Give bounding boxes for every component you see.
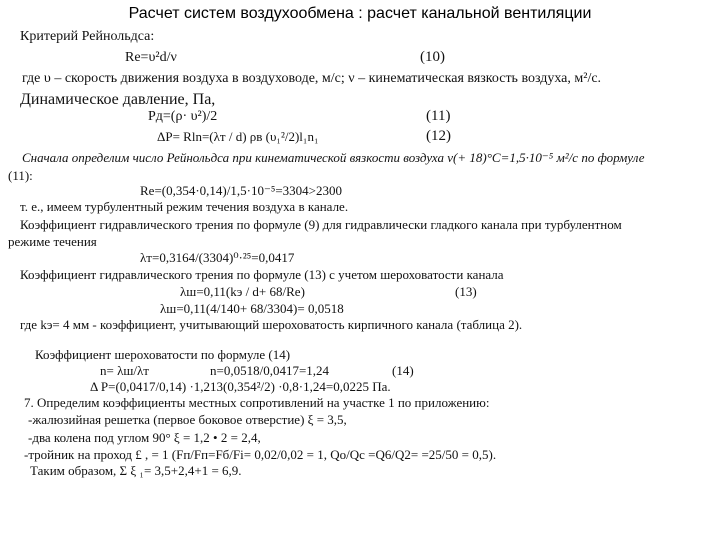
equation-number: (11) [426,108,451,124]
formula-pressure-loss-calc: Δ P=(0,0417/0,14) ·1,213(0,354²/2) ·0,8·1,24=0,0225 Па. [90,379,391,394]
text-line: Коэффициент гидравлического трения по формуле (13) с учетом шероховатости канала [20,267,504,282]
formula-roughness: n= λш/λт [100,363,149,378]
text-line: Таким образом, Σ ξ ₁= 3,5+2,4+1 = 6,9. [30,463,242,478]
formula-friction-rough-calc: λш=0,11(4/140+ 68/3304)= 0,0518 [160,301,344,316]
text-line: Коэффициент гидравлического трения по формуле (9) для гидравлически гладкого канала при турбулентном [20,217,622,232]
text-line: 7. Определим коэффициенты местных сопротивлений на участке 1 по приложению: [24,395,490,410]
list-item: -жалюзийная решетка (первое боковое отверстие) ξ = 3,5, [28,412,347,427]
text-line: где kэ= 4 мм - коэффициент, учитывающий шероховатость кирпичного канала (таблица 2). [20,317,523,332]
list-item: -два колена под углом 90° ξ = 1,2 • 2 = 2,4, [28,430,261,445]
formula-dynamic-pressure: Pд=(ρ· υ²)/2 [148,109,218,124]
formula-reynolds-calc: Re=(0,354·0,14)/1,5·10⁻⁵=3304>2300 [140,183,343,198]
equation-number: (13) [455,284,477,299]
formula-roughness-calc: n=0,0518/0,0417=1,24 [210,363,330,378]
equation-number: (10) [420,49,445,65]
page-title: Расчет систем воздухообмена : расчет канальной вентиляции [128,5,592,22]
text-line: режиме течения [8,234,97,249]
text-line: где υ – скорость движения воздуха в воздуховоде, м/с; ν – кинематическая вязкость воздуха, м²/с. [22,71,602,86]
text-line: Динамическое давление, Па, [20,91,216,108]
formula-reynolds: Re=υ²d/ν [125,50,177,65]
formula-friction-rough: λш=0,11(kэ / d+ 68/Re) [180,284,305,299]
list-item: -тройник на проход £ , = 1 (Fп/Fп=Fб/Fi= 0,02/0,02 = 1, Qо/Qс =Q6/Q2= =25/50 = 0,5). [24,447,497,462]
text-line: Коэффициент шероховатости по формуле (14) [35,347,291,362]
equation-number: (12) [426,128,451,144]
text-line: Сначала определим число Рейнольдса при кинематической вязкости воздуха ν(+ 18)°С=1,5·10⁻⁵ м²/с по формуле [22,150,645,165]
formula-pressure-loss: ΔP= Rln=(λт / d) ρв (υ₁²/2)l₁n₁ [157,129,319,144]
text-line: (11): [8,168,33,183]
text-line: т. е., имеем турбулентный режим течения воздуха в канале. [20,199,349,214]
equation-number: (14) [392,363,414,378]
formula-friction-smooth: λт=0,3164/(3304)⁰·²⁵=0,0417 [140,250,295,265]
text-line: Критерий Рейнольдса: [20,29,155,44]
